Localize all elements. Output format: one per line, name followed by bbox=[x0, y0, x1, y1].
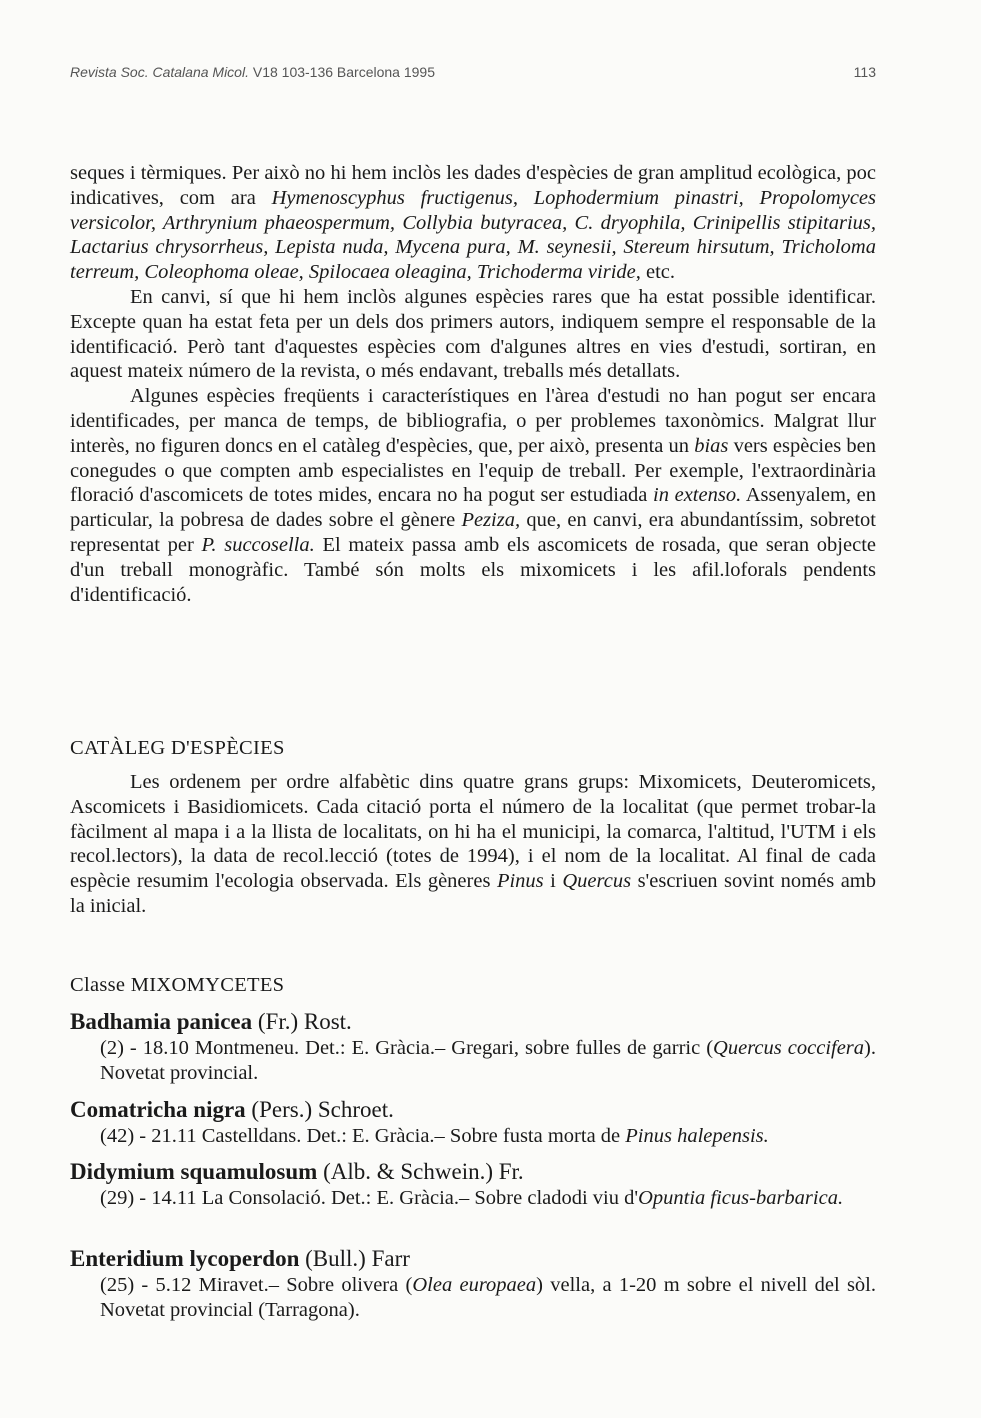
species-name: Comatricha nigra bbox=[70, 1097, 246, 1122]
journal-citation bbox=[70, 64, 435, 80]
species-author: (Fr.) Rost. bbox=[252, 1009, 352, 1034]
text-run: (2) - 18.10 Montmeneu. Det.: E. Gràcia.– Gregari, sobre fulles de garric ( bbox=[100, 1037, 714, 1059]
text-run: que, en canvi, era abundantíssim, sobretot representat per bbox=[70, 509, 876, 556]
italic-run: bias bbox=[694, 434, 729, 457]
journal-name: Revista Soc. Catalana Micol. bbox=[70, 64, 249, 80]
text-run: s'escriuen sovint només amb la inicial. bbox=[70, 870, 877, 917]
species-author: (Alb. & Schwein.) Fr. bbox=[317, 1159, 524, 1184]
catalog-heading: CATÀLEG D'ESPÈCIES bbox=[70, 737, 285, 759]
italic-run: Quercus bbox=[562, 870, 632, 893]
volume-info: V18 103-136 Barcelona 1995 bbox=[252, 64, 436, 80]
species-detail bbox=[100, 1124, 876, 1149]
italic-run: Pinus halepensis. bbox=[625, 1125, 769, 1147]
italic-run: P. succosella. bbox=[201, 533, 315, 556]
text-run: ). Novetat provincial. bbox=[100, 1037, 876, 1084]
catalog-paragraph bbox=[70, 770, 876, 919]
text-run: (25) - 5.12 Miravet.– Sobre olivera ( bbox=[100, 1274, 413, 1296]
species-entry bbox=[70, 1096, 876, 1149]
text-run: El mateix passa amb els ascomicets de rosada, que seran objecte d'un treball monogràfic. També són molts els mixomicets i les afil.loforals pendents d'identificació. bbox=[70, 533, 876, 606]
species-name: Enteridium lycoperdon bbox=[70, 1246, 300, 1271]
species-name-line bbox=[70, 1008, 876, 1036]
page-number: 113 bbox=[853, 64, 876, 80]
species-detail bbox=[100, 1186, 876, 1211]
italic-run: Opuntia ficus-barbarica. bbox=[638, 1187, 844, 1209]
text-run: (42) - 21.11 Castelldans. Det.: E. Gràcia.– Sobre fusta morta de bbox=[100, 1125, 626, 1147]
italic-run: Pinus bbox=[496, 870, 544, 893]
page-header bbox=[70, 64, 876, 88]
species-entry bbox=[70, 1158, 876, 1211]
species-author: (Pers.) Schroet. bbox=[245, 1097, 394, 1122]
italic-run: Quercus coccifera bbox=[713, 1037, 865, 1059]
text-run: vers espècies ben conegudes o que compten amb especialistes en l'equip de treball. Per exemple, l'extraordinària floració d'ascomicets de totes mides, encara no ha pogut ser estudiada bbox=[70, 434, 876, 507]
text-run: (29) - 14.11 La Consolació. Det.: E. Gràcia.– Sobre cladodi viu d' bbox=[100, 1187, 639, 1209]
species-entry bbox=[70, 1245, 876, 1323]
class-heading: Classe MIXOMYCETES bbox=[70, 974, 285, 996]
intro-paragraph-1 bbox=[70, 161, 876, 285]
species-name: Badhamia panicea bbox=[70, 1009, 253, 1034]
italic-run: Olea europaea bbox=[412, 1274, 537, 1296]
species-detail bbox=[100, 1036, 876, 1086]
text-run: Algunes espècies freqüents i característiques en l'àrea d'estudi no han pogut ser encara identificades, per manca de temps, de bibliografia, o per problemes taxonòmics. Malgrat llur interès, no figuren doncs en el catàleg d'espècies, que, per això, presenta un bbox=[70, 385, 876, 457]
text-run: ) vella, a 1-20 m sobre el nivell del sòl. Novetat provincial (Tarragona). bbox=[100, 1274, 876, 1321]
italic-run: in extenso. bbox=[653, 484, 742, 507]
intro-paragraph-2 bbox=[70, 285, 876, 384]
species-entry bbox=[70, 1008, 876, 1086]
text-run: En canvi, sí que hi hem inclòs algunes espècies rares que ha estat possible identificar. Excepte quan ha estat feta per un dels dos primers autors, indiquem sempre el responsable de la identificació. Però tant d'aquestes espècies com d'algunes altres en vies d'estudi, sortiran, en aquest mateix número de la revista, o més endavant, treballs més detallats. bbox=[70, 285, 876, 383]
catalog-text bbox=[70, 770, 876, 919]
species-name-line bbox=[70, 1245, 876, 1273]
species-name-line bbox=[70, 1158, 876, 1186]
italic-run: Hymenoscyphus fructigenus, Lophodermium pinastri, Propolomyces versicolor, Arthrynium phaeospermum, Collybia butyracea, C. dryophila, Crinipellis stipitarius, Lactarius chrysorrheus, Lepista nuda, Mycena pura, M. seynesii, Stereum hirsutum, Tricholoma terreum, Coleophoma oleae, Spilocaea oleagina, Trichoderma viride, bbox=[70, 186, 876, 284]
intro-text bbox=[70, 161, 876, 607]
text-run: seques i tèrmiques. Per això no hi hem inclòs les dades d'espècies de gran amplitud ecològica, poc indicatives, com ara bbox=[70, 162, 876, 209]
species-name: Didymium squamulosum bbox=[70, 1159, 318, 1184]
species-author: (Bull.) Farr bbox=[299, 1246, 410, 1271]
text-run: Assenyalem, en particular, la pobresa de dades sobre el gènere bbox=[70, 484, 876, 532]
text-run: etc. bbox=[640, 261, 676, 284]
text-run: Les ordenem per ordre alfabètic dins quatre grans grups: Mixomicets, Deuteromicets, Ascomicets i Basidiomicets. Cada citació porta el número de la localitat (que permet trobar-la fàcilment al mapa i a la llista de localitats, on hi ha el municipi, la comarca, l'altitud, l'UTM i els recol.lectors), la data de recol.lecció (totes de 1994), i el nom de la localitat. Al final de cada espècie resumim l'ecologia observada. Els gèneres bbox=[70, 771, 876, 893]
species-name-line bbox=[70, 1096, 876, 1124]
intro-paragraph-3 bbox=[70, 384, 876, 607]
species-detail bbox=[100, 1273, 876, 1323]
italic-run: Peziza, bbox=[461, 509, 521, 532]
text-run: i bbox=[543, 870, 563, 893]
